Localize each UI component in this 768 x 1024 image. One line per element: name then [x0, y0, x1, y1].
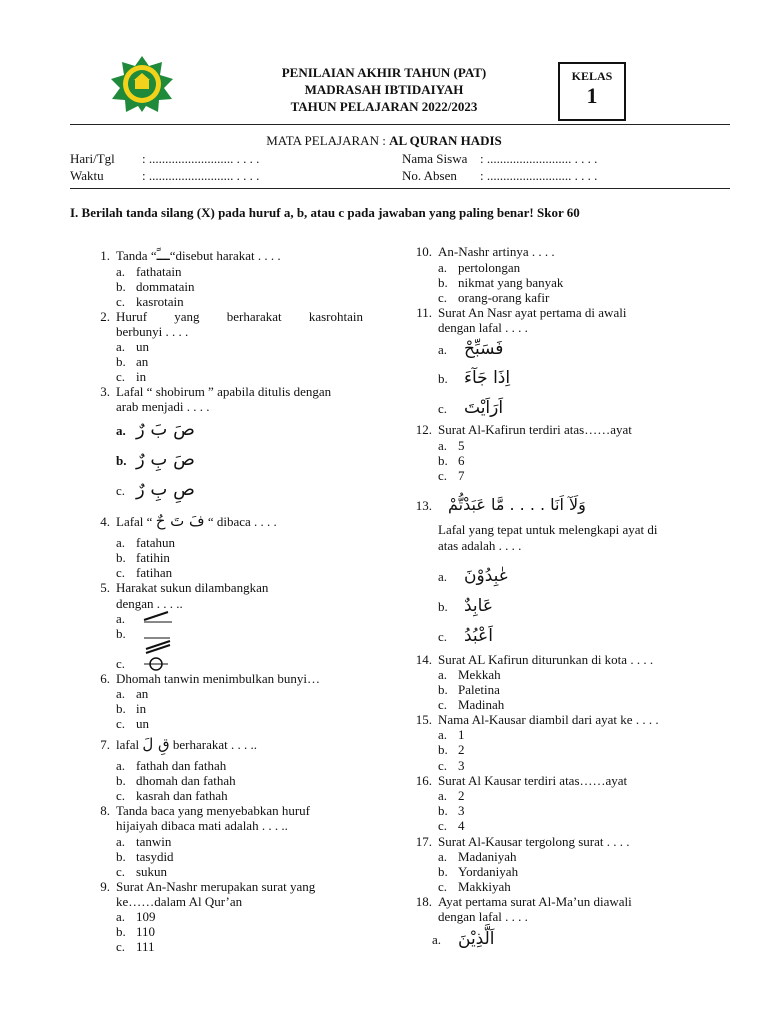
q9-option-a[interactable]: a. 109 — [116, 909, 156, 924]
q2-option-b[interactable]: b. an — [116, 354, 149, 369]
title-line-2: MADRASAH IBTIDAIYAH — [304, 82, 464, 97]
question-7: 7. lafal قِ لَ berharakat . . . .. — [100, 735, 258, 753]
q12-option-b[interactable]: b. 6 — [438, 453, 465, 468]
q15-option-a[interactable]: a. 1 — [438, 727, 465, 742]
q3-option-b[interactable]: b. صَ بِ رٌ — [116, 449, 195, 470]
kelas-value: 1 — [586, 83, 598, 108]
q10-option-c[interactable]: c. orang-orang kafir — [438, 290, 550, 305]
hari-label: Hari/Tgl — [70, 151, 115, 166]
q17-option-a[interactable]: a. Madaniyah — [438, 849, 517, 864]
q11-option-c[interactable]: c. اَرَاَيْتَ — [438, 398, 504, 418]
question-5-line2: dengan . . . .. — [116, 596, 183, 611]
question-14: 14. Surat AL Kafirun diturunkan di kota . . . . — [415, 652, 654, 667]
harakat-symbol: ـــً — [156, 246, 170, 264]
question-16: 16. Surat Al Kausar terdiri atas……ayat — [415, 773, 628, 788]
subject-value: AL QURAN HADIS — [389, 133, 502, 148]
q1-option-c[interactable]: c. kasrotain — [116, 294, 184, 309]
q14-option-a[interactable]: a. Mekkah — [438, 667, 501, 682]
title-line-3: TAHUN PELAJARAN 2022/2023 — [290, 99, 478, 114]
q8-option-a[interactable]: a. tanwin — [116, 834, 172, 849]
q2-option-c[interactable]: c. in — [116, 369, 147, 384]
q11-option-b[interactable]: b. اِذَا جَآءَ — [438, 368, 511, 388]
q9-option-c[interactable]: c. 111 — [116, 939, 155, 954]
kelas-label: KELAS — [571, 69, 613, 83]
q7-option-c[interactable]: c. kasrah dan fathah — [116, 788, 228, 803]
q15-option-c[interactable]: c. 3 — [438, 758, 465, 773]
question-11: 11. Surat An Nasr ayat pertama di awali — [416, 305, 627, 320]
q14-option-c[interactable]: c. Madinah — [438, 697, 505, 712]
q4-option-c[interactable]: c. fatihan — [116, 565, 173, 580]
question-8-line2: hijaiyah dibaca mati adalah . . . .. — [116, 818, 288, 833]
question-9-line2: ke……dalam Al Qur’an — [116, 894, 243, 909]
q8-option-c[interactable]: c. sukun — [116, 864, 168, 879]
q13-option-a[interactable]: a. عٰبِدُوْنَ — [438, 566, 509, 586]
q2-option-a[interactable]: a. un — [116, 339, 149, 354]
question-13-line1: Lafal yang tepat untuk melengkapi ayat di — [438, 522, 658, 537]
q5-option-b[interactable]: b. — [116, 626, 126, 641]
q17-option-b[interactable]: b. Yordaniyah — [438, 864, 519, 879]
q5-option-c[interactable]: c. — [116, 656, 126, 671]
question-8: 8. Tanda baca yang menyebabkan huruf — [100, 803, 311, 818]
question-17: 17. Surat Al-Kausar tergolong surat . . . . — [415, 834, 630, 849]
question-11-line2: dengan lafal . . . . — [438, 320, 528, 335]
q7-option-a[interactable]: a. fathah dan fathah — [116, 758, 227, 773]
waktu-field: : .......................... . . . . — [142, 168, 260, 183]
subject-line — [0, 133, 768, 149]
nama-field: : .......................... . . . . — [480, 151, 598, 166]
q6-option-a[interactable]: a. an — [116, 686, 149, 701]
q16-option-a[interactable]: a. 2 — [438, 788, 465, 803]
subject-label: MATA PELAJARAN : — [266, 133, 386, 148]
q13-arabic-verse: وَلَآ اَنَا . . . . مَّا عَبَدْتُّمْ — [448, 495, 586, 514]
question-3-line2: arab menjadi . . . . — [116, 399, 210, 414]
question-12: 12. Surat Al-Kafirun terdiri atas……ayat — [415, 422, 632, 437]
question-18-line2: dengan lafal . . . . — [438, 909, 528, 924]
q7-option-b[interactable]: b. dhomah dan fathah — [116, 773, 236, 788]
nama-label: Nama Siswa — [402, 151, 468, 166]
kelas-box — [558, 62, 626, 121]
q17-option-c[interactable]: c. Makkiyah — [438, 879, 511, 894]
q10-option-b[interactable]: b. nikmat yang banyak — [438, 275, 564, 290]
q3-option-a[interactable]: a. صَ بَ رٌ — [116, 419, 195, 440]
q16-option-b[interactable]: b. 3 — [438, 803, 465, 818]
q9-option-b[interactable]: b. 110 — [116, 924, 156, 939]
q4-option-b[interactable]: b. fatihin — [116, 550, 170, 565]
q15-option-b[interactable]: b. 2 — [438, 742, 465, 757]
hari-field: : .......................... . . . . — [142, 151, 260, 166]
q8-option-b[interactable]: b. tasydid — [116, 849, 174, 864]
question-3: 3. Lafal “ shobirum ” apabila ditulis dengan — [100, 384, 332, 399]
q18-option-a[interactable]: a. اَلَّذِيْنَ — [432, 929, 495, 949]
q13-option-b[interactable]: b. عَابِدٌ — [438, 596, 493, 616]
absen-label: No. Absen — [402, 168, 457, 183]
q16-option-c[interactable]: c. 4 — [438, 818, 465, 833]
sukun-symbols-icon — [140, 606, 180, 672]
question-5: 5. Harakat sukun dilambangkan — [100, 580, 269, 595]
question-18: 18. Ayat pertama surat Al-Ma’un diawali — [415, 894, 632, 909]
q1-option-b[interactable]: b. dommatain — [116, 279, 195, 294]
instruction: I. Berilah tanda silang (X) pada huruf a, b, atau c pada jawaban yang paling benar! Skor 60 — [70, 205, 580, 220]
question-13-line2: atas adalah . . . . — [438, 538, 522, 553]
question-13: 13. وَلَآ اَنَا . . . . مَّا عَبَدْتُّمْ — [415, 495, 586, 514]
question-1: 1. Tanda “ـــً“disebut harakat . . . . — [100, 246, 281, 264]
question-4: 4. Lafal “ فَ تَ حٌ “ dibaca . . . . — [100, 512, 277, 530]
q14-option-b[interactable]: b. Paletina — [438, 682, 500, 697]
question-15: 15. Nama Al-Kausar diambil dari ayat ke . . . . — [415, 712, 659, 727]
divider-bottom — [70, 188, 730, 189]
question-10: 10. An-Nashr artinya . . . . — [415, 244, 555, 259]
q6-option-c[interactable]: c. un — [116, 716, 149, 731]
q1-option-a[interactable]: a. fathatain — [116, 264, 182, 279]
q3-option-c[interactable]: c. صِ بِ رٌ — [116, 479, 195, 500]
q4-option-a[interactable]: a. fatahun — [116, 535, 175, 550]
q5-option-a[interactable]: a. — [116, 611, 126, 626]
q11-option-a[interactable]: a. فَسَبِّحْ — [438, 339, 504, 359]
absen-field: : .......................... . . . . — [480, 168, 598, 183]
question-9: 9. Surat An-Nashr merupakan surat yang — [100, 879, 316, 894]
title-line-1: PENILAIAN AKHIR TAHUN (PAT) — [281, 65, 487, 80]
question-6: 6. Dhomah tanwin menimbulkan bunyi… — [100, 671, 321, 686]
q10-option-a[interactable]: a. pertolongan — [438, 260, 521, 275]
q13-option-c[interactable]: c. اَعْبُدُ — [438, 626, 493, 646]
divider-top — [70, 124, 730, 125]
q6-option-b[interactable]: b. in — [116, 701, 147, 716]
waktu-label: Waktu — [70, 168, 104, 183]
q12-option-a[interactable]: a. 5 — [438, 438, 465, 453]
question-2: 2. Huruf yang berharakat kasrohtain — [100, 309, 363, 324]
q12-option-c[interactable]: c. 7 — [438, 468, 465, 483]
question-2-line2: berbunyi . . . . — [116, 324, 189, 339]
